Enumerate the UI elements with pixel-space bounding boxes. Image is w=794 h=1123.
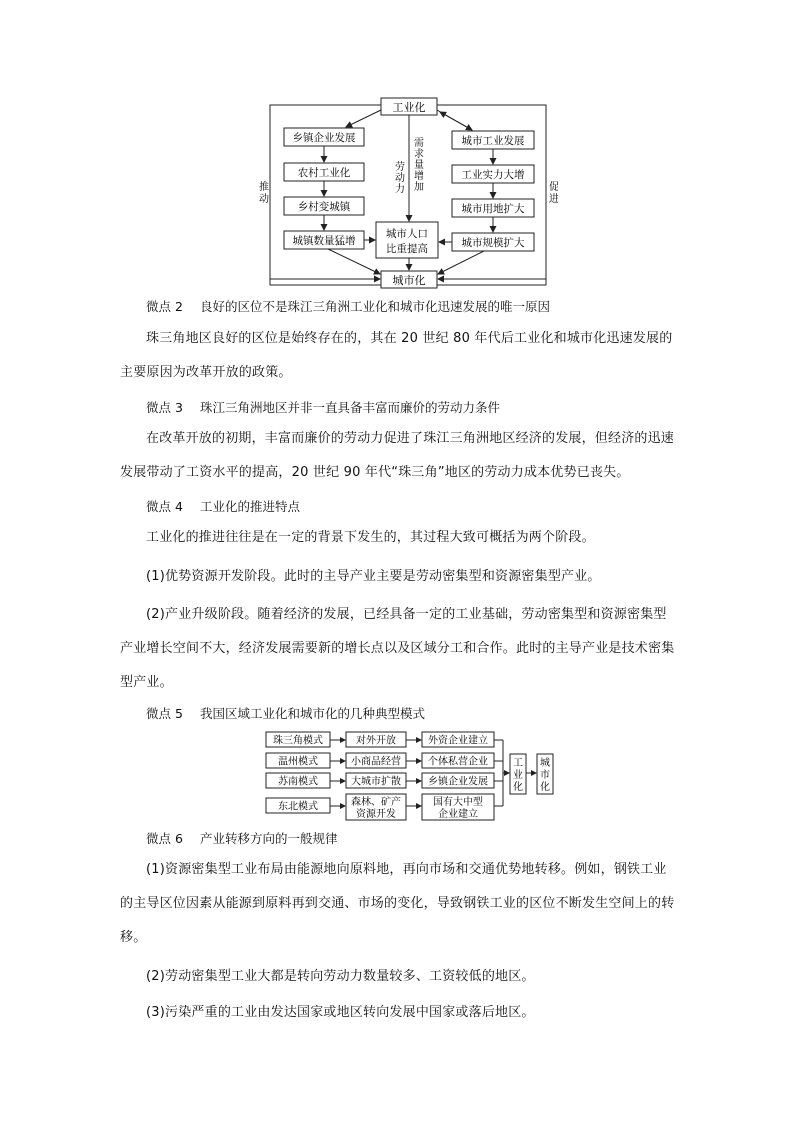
center-box-line-1: 城市人口 <box>386 228 428 240</box>
section-4-number: 微点 4 <box>146 499 183 514</box>
diagram2-svg <box>262 728 562 824</box>
section-4-paragraph-2: (1)优势资源开发阶段。此时的主导产业主要是劳动密集型和资源密集型产业。 <box>146 569 601 584</box>
section-2-number: 微点 2 <box>146 299 183 314</box>
right-chain-1: 城市工业发展 <box>461 135 525 147</box>
section-4-paragraph-1: 工业化的推进往往是在一定的背景下发生的，其过程大致可概括为两个阶段。 <box>146 530 595 545</box>
svg-text:推: 推 <box>259 182 269 193</box>
ind-char-2: 业 <box>513 770 523 781</box>
section-4-title: 工业化的推进特点 <box>200 499 301 514</box>
label-labor <box>395 160 405 195</box>
section-5-heading <box>146 704 425 724</box>
step1-2: 小商品经营 <box>351 756 401 768</box>
section-2-paragraph: 珠三角地区良好的区位是始终存在的，其在 20 世纪 80 年代后工业化和城市化迅速发展的主要原因为改革开放的政策。 <box>120 331 673 380</box>
urb-char-1: 城 <box>540 758 550 769</box>
left-chain-3: 乡村变城镇 <box>297 201 351 213</box>
model-2: 温州模式 <box>278 756 318 768</box>
model-1: 珠三角模式 <box>273 735 323 747</box>
svg-text:动: 动 <box>259 194 269 205</box>
section-5-title: 我国区域工业化和城市化的几种典型模式 <box>200 706 426 721</box>
step1-4b: 资源开发 <box>356 809 396 820</box>
section-3-title: 珠江三角洲地区并非一直具备丰富而廉价的劳动力条件 <box>200 400 501 415</box>
diagram1-svg <box>258 96 558 294</box>
section-6-paragraph-3: (3)污染严重的工业由发达国家或地区转向发展中国家或落后地区。 <box>146 1005 535 1020</box>
urb-char-3: 化 <box>540 782 550 793</box>
step2-3: 乡镇企业发展 <box>428 776 488 788</box>
section-5-number: 微点 5 <box>146 706 183 721</box>
step2-4a: 国有大中型 <box>433 797 483 808</box>
section-6-title: 产业转移方向的一般规律 <box>200 831 338 846</box>
section-3-number: 微点 3 <box>146 400 183 415</box>
svg-text:动: 动 <box>395 173 405 184</box>
step1-4a: 森林、矿产 <box>351 797 401 808</box>
step2-4b: 企业建立 <box>438 809 478 820</box>
svg-text:促: 促 <box>549 182 558 193</box>
section-6-paragraph-1: (1)资源密集型工业布局由能源地向原料地，再向市场和交通优势地转移。例如，钢铁工业的主导区位因素从能源到原料再到交通、市场的变化，导致钢铁工业的区位不断发生空间上的转移。 <box>120 862 675 945</box>
svg-text:需: 需 <box>414 138 424 149</box>
industrialization-urbanization-diagram <box>258 96 558 294</box>
section-3-paragraph: 在改革开放的初期，丰富而廉价的劳动力促进了珠江三角洲地区经济的发展，但经济的迅速发展带动了工资水平的提高，20 世纪 90 年代“珠三角”地区的劳动力成本优势已丧失。 <box>120 431 675 480</box>
section-6-paragraph-2: (2)劳动密集型工业大都是转向劳动力数量较多、工资较低的地区。 <box>146 969 535 984</box>
section-4-paragraph-3: (2)产业升级阶段。随着经济的发展，已经具备一定的工业基础，劳动密集型和资源密集型产业增长空间不大，经济发展需要新的增长点以及区域分工和合作。此时的主导产业是技术密集型产业。 <box>120 607 675 690</box>
center-box-line-2: 比重提高 <box>386 243 428 255</box>
section-2-title: 良好的区位不是珠江三角洲工业化和城市化迅速发展的唯一原因 <box>200 299 551 314</box>
svg-text:增: 增 <box>414 171 424 182</box>
right-chain-4: 城市规模扩大 <box>461 237 525 249</box>
svg-text:加: 加 <box>414 182 424 193</box>
section-6-heading <box>146 829 338 849</box>
left-chain-1: 乡镇企业发展 <box>292 132 356 144</box>
ind-char-1: 工 <box>513 758 523 769</box>
step2-2: 个体私营企业 <box>428 756 488 768</box>
urbanization-text: 城市化 <box>392 274 426 287</box>
right-chain-3: 城市用地扩大 <box>461 203 525 215</box>
ind-char-3: 化 <box>513 782 523 793</box>
step2-1: 外资企业建立 <box>428 735 488 747</box>
model-3: 苏南模式 <box>278 776 318 788</box>
svg-text:量: 量 <box>414 160 424 171</box>
section-3-heading <box>146 398 500 418</box>
section-2-heading <box>146 297 550 317</box>
left-chain-4: 城镇数量猛增 <box>292 235 356 247</box>
section-6-number: 微点 6 <box>146 831 183 846</box>
label-push <box>259 180 269 205</box>
urb-char-2: 市 <box>540 770 550 781</box>
step1-1: 对外开放 <box>356 735 396 747</box>
regional-models-diagram <box>262 728 562 824</box>
label-promote <box>549 181 558 205</box>
svg-text:进: 进 <box>549 194 558 205</box>
svg-text:力: 力 <box>395 184 405 195</box>
svg-text:劳: 劳 <box>395 162 405 173</box>
label-demand <box>414 137 424 193</box>
industrialization-text: 工业化 <box>392 101 426 114</box>
left-chain-2: 农村工业化 <box>297 167 351 179</box>
section-4-heading <box>146 497 300 517</box>
right-chain-2: 工业实力大增 <box>461 169 525 181</box>
model-4: 东北模式 <box>278 801 318 813</box>
svg-text:求: 求 <box>414 149 424 160</box>
step1-3: 大城市扩散 <box>351 776 401 788</box>
